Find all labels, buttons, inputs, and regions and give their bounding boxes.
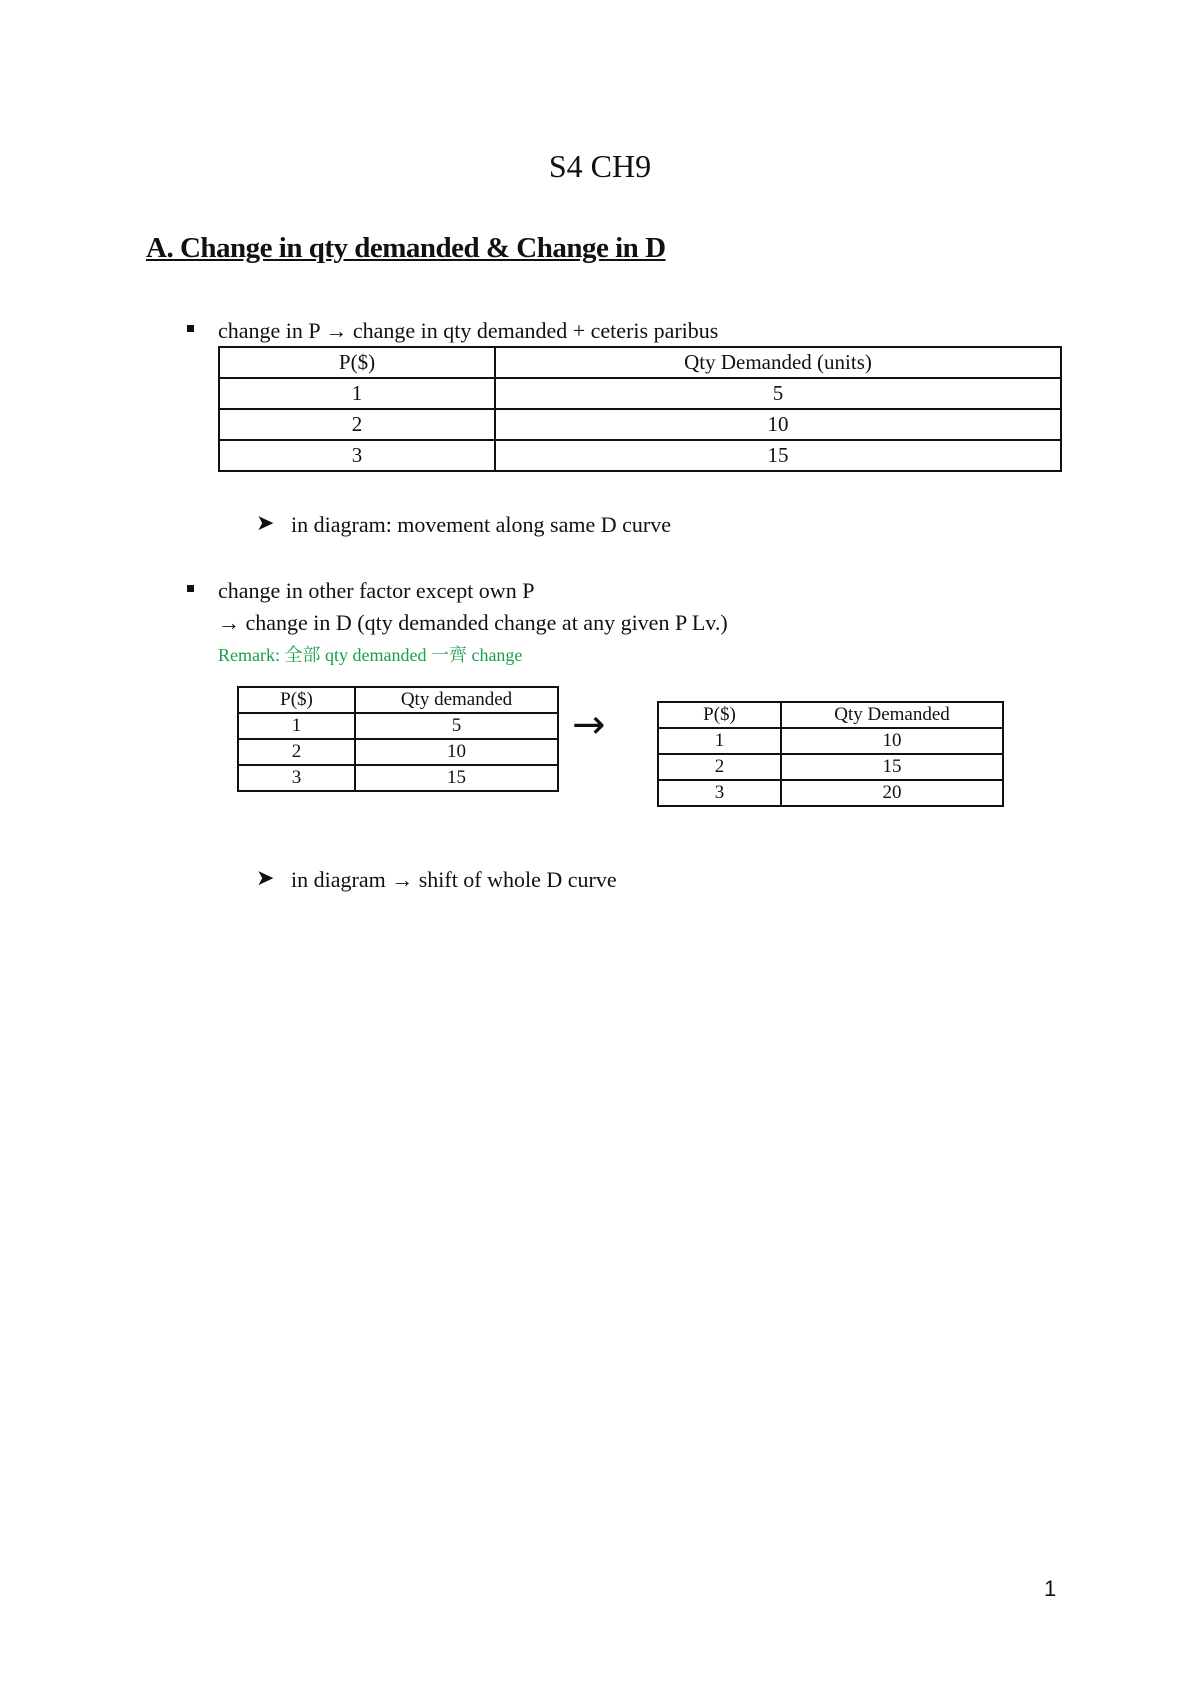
table-cell: 5: [495, 378, 1061, 409]
table-row: [658, 754, 1003, 780]
table-row: [219, 440, 1061, 471]
table-cell: 15: [355, 765, 558, 791]
table-cell: 15: [781, 754, 1003, 780]
remark-note: Remark: 全部 qty demanded 一齊 change: [218, 645, 523, 665]
table-header-row: [219, 347, 1061, 378]
table-cell: 5: [355, 713, 558, 739]
bullet-marker: [187, 325, 194, 332]
table-header-row: [238, 687, 558, 713]
table-header: P($): [219, 347, 495, 378]
table-cell: 3: [219, 440, 495, 471]
bullet-marker: [187, 585, 194, 592]
sub-text-movement: in diagram: movement along same D curve: [291, 512, 671, 537]
table-cell: 1: [658, 728, 781, 754]
table-cell: 1: [238, 713, 355, 739]
table-header: Qty Demanded: [781, 702, 1003, 728]
table-cell: 2: [219, 409, 495, 440]
table-cell: 20: [781, 780, 1003, 806]
bullet-text-change-in-d: → change in D (qty demanded change at any given P Lv.): [218, 610, 728, 635]
section-heading: A. Change in qty demanded & Change in D: [146, 232, 666, 264]
arrow-bullet-icon: ➤: [256, 511, 275, 536]
table-row: [658, 780, 1003, 806]
table-row: [238, 713, 558, 739]
table-row: [219, 409, 1061, 440]
table-cell: 3: [238, 765, 355, 791]
table-row: [238, 765, 558, 791]
bullet-text-other-factor: change in other factor except own P: [218, 578, 535, 603]
table-header: Qty Demanded (units): [495, 347, 1061, 378]
table-row: [219, 378, 1061, 409]
after-table: [657, 701, 1004, 807]
table-header: P($): [658, 702, 781, 728]
right-arrow-icon: →: [572, 702, 606, 748]
table-row: [658, 728, 1003, 754]
bullet-text-price-change: change in P → change in qty demanded + ceteris paribus: [218, 318, 719, 343]
price-qty-table: [218, 346, 1062, 472]
table-cell: 10: [495, 409, 1061, 440]
page-title: S4 CH9: [548, 148, 652, 184]
sub-text-shift: in diagram → shift of whole D curve: [291, 867, 617, 892]
page-number: 1: [1044, 1576, 1057, 1601]
table-cell: 10: [781, 728, 1003, 754]
arrow-bullet-icon: ➤: [256, 866, 275, 891]
table-row: [238, 739, 558, 765]
table-cell: 1: [219, 378, 495, 409]
before-table: [237, 686, 559, 792]
table-header: P($): [238, 687, 355, 713]
table-header-row: [658, 702, 1003, 728]
table-cell: 2: [658, 754, 781, 780]
table-cell: 15: [495, 440, 1061, 471]
table-header: Qty demanded: [355, 687, 558, 713]
table-cell: 10: [355, 739, 558, 765]
table-cell: 2: [238, 739, 355, 765]
table-cell: 3: [658, 780, 781, 806]
